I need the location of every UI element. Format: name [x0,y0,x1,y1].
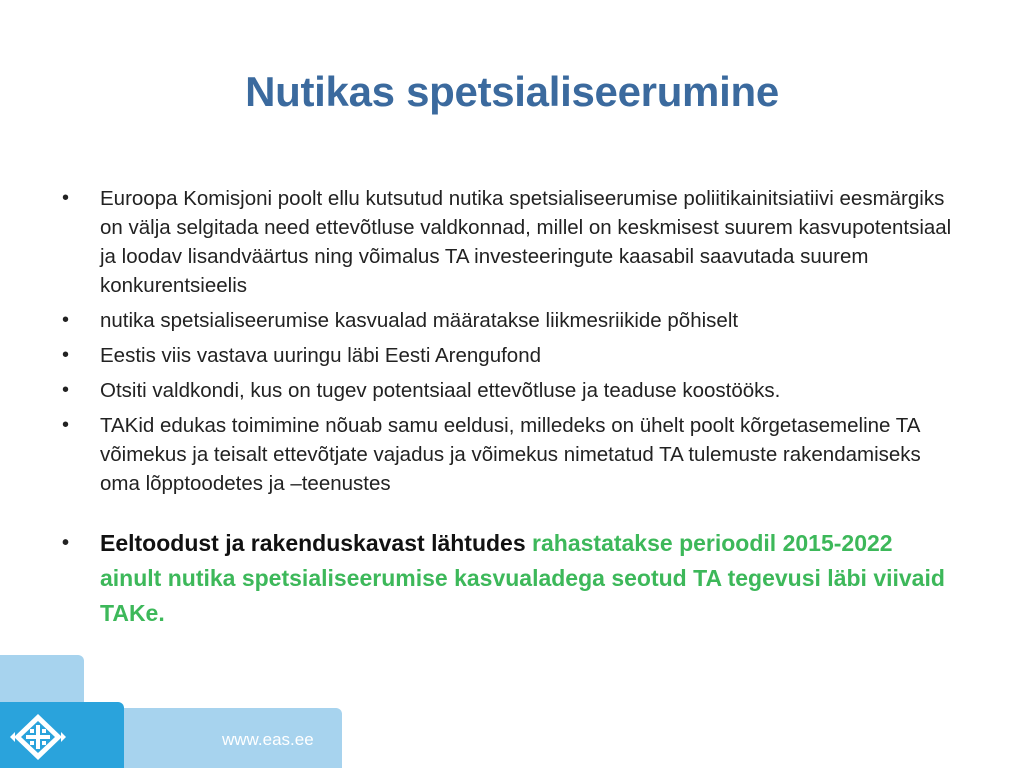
bullet-item [60,411,960,498]
bullet-text: Eestis viis vastava uuringu läbi Eesti Arengufond [100,344,542,367]
bullet-text: nutika spetsialiseerumise kasvualad määratakse liikmesriikide põhiselt [100,309,739,332]
bullet-dot: • [62,187,70,209]
bullet-item [60,306,960,335]
bullet-list [60,184,960,637]
bullet-dot: • [62,532,70,554]
bullet-text: Euroopa Komisjoni poolt ellu kutsutud nutika spetsialiseerumise poliitikainitsiatiivi eesmärgiks on välja selgitada need ettevõtluse valdkonnad, millel on keskmisest suurem kasvupotentsiaal ja loodav lisandväärtus ning võimalus TA investeeringute kaasabil saavutada suurem konkurentsieelis [100,187,952,297]
bullet-dot: • [62,414,70,436]
bullet-item [60,376,960,405]
bullet-item [60,341,960,370]
bullet-dot: • [62,379,70,401]
bullet-text: Otsiti valdkondi, kus on tugev potentsiaal ettevõtluse ja teaduse koostööks. [100,379,781,402]
footer-url: www.eas.ee [222,730,314,749]
emphasis-dark-text: Eeltoodust ja rakenduskavast lähtudes [100,530,526,556]
slide-title: Nutikas spetsialiseerumine [245,68,779,115]
emphasis-green-text: rahastatakse perioodil 2015-2022 ainult nutika spetsialiseerumise kasvualadega seotud TA tegevusi läbi viivaid TAKe. [100,530,945,626]
emphasis-bullet [60,526,960,631]
bullet-item [60,184,960,300]
bullet-dot: • [62,309,70,331]
bullet-dot: • [62,344,70,366]
eas-snowflake-logo-icon [10,712,66,762]
bullet-text: TAKid edukas toimimine nõuab samu eeldusi, milledeks on ühelt poolt kõrgetasemeline TA võimekus ja teisalt ettevõtjate vajadus ja võimekus nimetatud TA tulemuste rakendamiseks oma lõpptoodetes ja –teenustes [100,414,921,495]
